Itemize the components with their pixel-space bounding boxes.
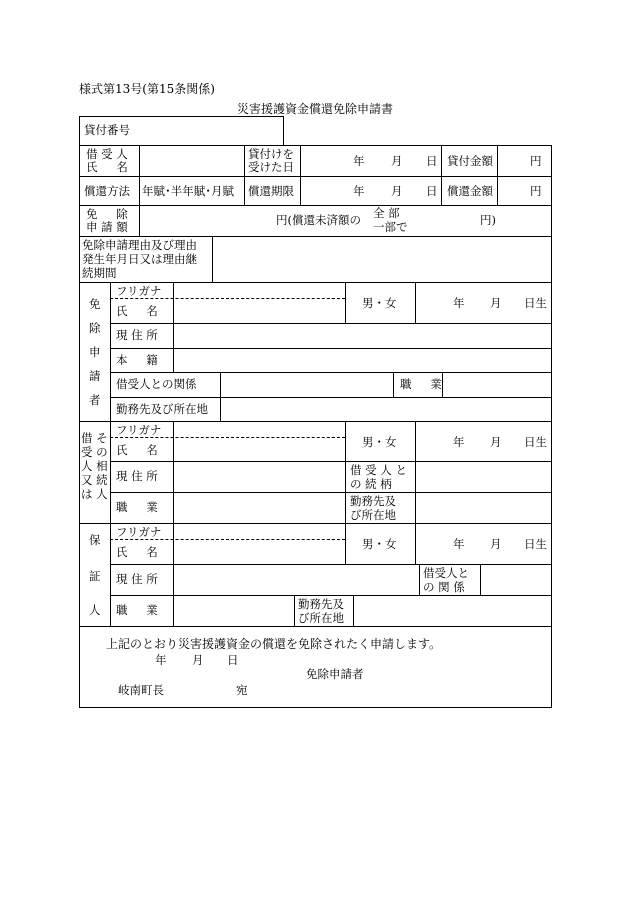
- borrower-label-1: 借 受 人: [86, 147, 128, 161]
- received-year: 年: [353, 154, 365, 168]
- heir-relation-label-2: の 続 柄: [350, 477, 392, 491]
- heir-address-label: 現 住 所: [116, 469, 158, 483]
- heir-gender: 男・女: [362, 435, 397, 449]
- loan-number-label: 貸付番号: [84, 123, 130, 137]
- applicant-birth-year: 年: [453, 296, 465, 310]
- heir-birth-month: 月: [490, 435, 502, 449]
- exempt-label-2: 申 請 額: [86, 220, 128, 234]
- guarantor-relation-label-2: の 関 係: [423, 580, 465, 594]
- declaration-text: 上記のとおり災害援護資金の償還を免除されたく申請します。: [106, 637, 442, 651]
- repay-month: 月: [391, 184, 403, 198]
- form-number: 様式第13号(第15条関係): [79, 82, 215, 96]
- exempt-all-text: 全 部: [373, 206, 400, 220]
- guarantor-work-label-1: 勤務先及: [298, 597, 344, 611]
- applicant-birth-month: 月: [490, 296, 502, 310]
- guarantor-section-char-3: 人: [89, 603, 101, 617]
- guarantor-birth-day: 日生: [524, 537, 547, 551]
- guarantor-address-label: 現 住 所: [116, 572, 158, 586]
- heir-section-row-3: 人 相: [81, 459, 108, 473]
- heir-section-row-2: 受 の: [81, 445, 108, 459]
- applicant-section-char-2: 除: [89, 321, 101, 335]
- document-title: 災害援護資金償還免除申請書: [236, 102, 393, 116]
- repay-period-label: 償還期限: [248, 184, 294, 198]
- addressee: 岐南町長: [118, 683, 164, 697]
- heir-occupation-label: 職 業: [116, 500, 158, 514]
- guarantor-furigana-label: フリガナ: [116, 525, 162, 539]
- heir-work-label-2: び所在地: [350, 508, 396, 522]
- guarantor-section-char-2: 証: [89, 569, 101, 583]
- applicant-name-label: 氏 名: [116, 304, 158, 318]
- applicant-relation-label: 借受人との関係: [116, 377, 197, 391]
- loan-amount-yen: 円: [530, 154, 542, 168]
- borrower-label-2: 氏 名: [86, 160, 128, 174]
- reason-label-2: 発生年月日又は理由継: [82, 252, 197, 266]
- heir-birth-day: 日生: [524, 435, 547, 449]
- applicant-gender: 男・女: [362, 296, 397, 310]
- heir-section-row-4: 又 続: [81, 473, 108, 487]
- applicant-domicile-label: 本 籍: [116, 353, 158, 367]
- received-label-1: 貸付けを: [248, 147, 294, 161]
- applicant-section-char-5: 者: [89, 393, 101, 407]
- reason-label-3: 続期間: [82, 266, 117, 280]
- applicant-birth-day: 日生: [524, 296, 547, 310]
- guarantor-relation-label-1: 借受人と: [423, 566, 469, 580]
- loan-amount-label: 貸付金額: [447, 154, 493, 168]
- applicant-signature-label: 免除申請者: [306, 667, 364, 681]
- heir-relation-label-1: 借 受 人 と: [350, 463, 407, 477]
- guarantor-name-label: 氏 名: [116, 545, 158, 559]
- applicant-address-label: 現 住 所: [116, 328, 158, 342]
- applicant-section-char-3: 申: [89, 345, 101, 359]
- heir-name-label: 氏 名: [116, 443, 158, 457]
- guarantor-section-char-1: 保: [89, 533, 101, 547]
- applicant-occupation-label: 職 業: [400, 377, 442, 391]
- declaration-year: 年: [155, 653, 167, 667]
- guarantor-birth-month: 月: [490, 537, 502, 551]
- exempt-part-text: 一部で: [373, 220, 408, 234]
- reason-label-1: 免除申請理由及び理由: [82, 238, 197, 252]
- declaration-day: 日: [227, 653, 239, 667]
- guarantor-work-label-2: び所在地: [298, 611, 344, 625]
- guarantor-gender: 男・女: [362, 537, 397, 551]
- repay-method-label: 償還方法: [84, 184, 130, 198]
- exempt-label-1: 免 除: [86, 207, 128, 221]
- heir-section-row-5: は 人: [81, 487, 108, 501]
- repay-amount-yen: 円: [530, 184, 542, 198]
- applicant-work-label: 勤務先及び所在地: [116, 402, 208, 416]
- applicant-furigana-label: フリガナ: [116, 284, 162, 298]
- repay-method-value: 年賦･半年賦･月賦: [142, 184, 234, 198]
- repay-amount-label: 償還金額: [447, 184, 493, 198]
- exempt-end-text: 円): [480, 213, 496, 227]
- received-label-2: 受けた日: [248, 160, 294, 174]
- addressee-suffix: 宛: [236, 683, 248, 697]
- received-day: 日: [426, 154, 438, 168]
- applicant-section-char-4: 請: [89, 369, 101, 383]
- declaration-month: 月: [192, 653, 204, 667]
- guarantor-occupation-label: 職 業: [116, 603, 158, 617]
- heir-birth-year: 年: [453, 435, 465, 449]
- heir-work-label-1: 勤務先及: [350, 494, 396, 508]
- exempt-mid-text: 円(償還未済額の: [276, 213, 361, 227]
- repay-day: 日: [426, 184, 438, 198]
- heir-furigana-label: フリガナ: [116, 423, 162, 437]
- received-month: 月: [391, 154, 403, 168]
- applicant-section-char-1: 免: [89, 297, 101, 311]
- heir-section-row-1: 借 そ: [81, 431, 108, 445]
- repay-year: 年: [353, 184, 365, 198]
- guarantor-birth-year: 年: [453, 537, 465, 551]
